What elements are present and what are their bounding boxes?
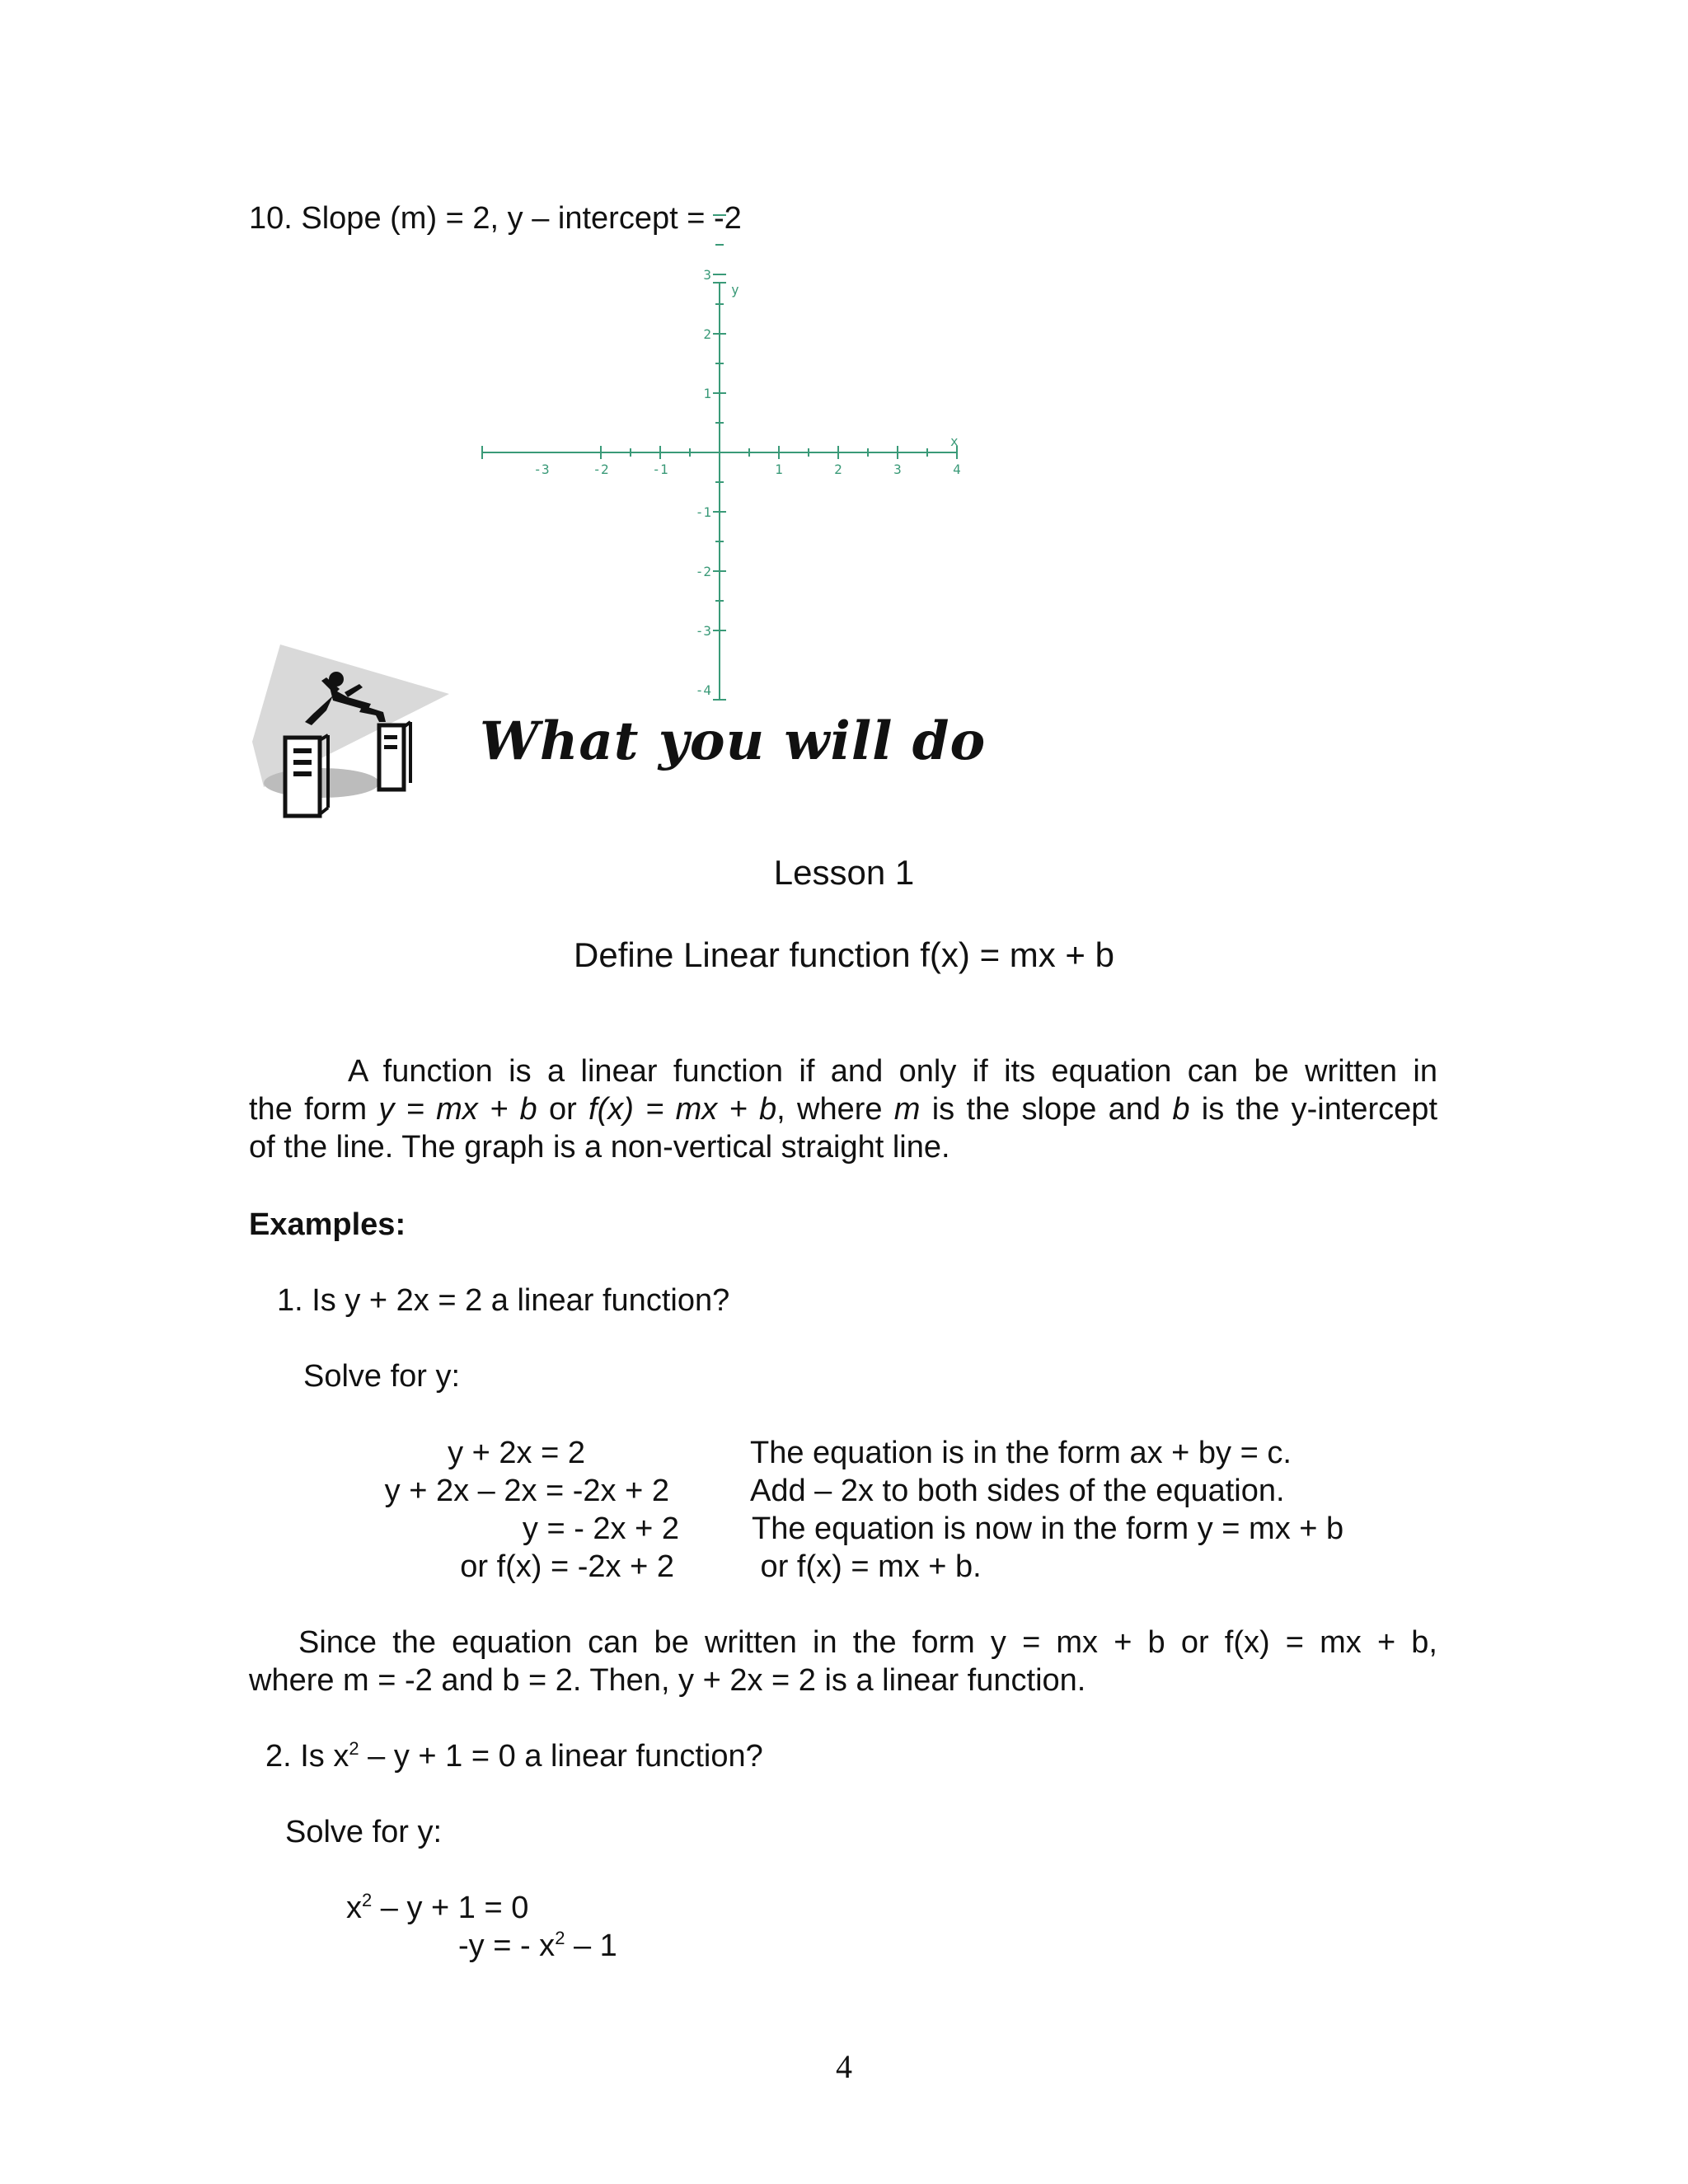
definition-line-1: A function is a linear function if and only if its equation can be written in (348, 1054, 1437, 1089)
x-tick-label: -1 (652, 462, 668, 477)
examples-heading: Examples: (249, 1207, 406, 1242)
example-1-note: The equation is in the form ax + by = c. (750, 1436, 1292, 1470)
x-tick-label: 2 (834, 462, 842, 477)
y-tick-label: -2 (695, 564, 711, 579)
example-2-question: 2. Is $x^2 - y + 1 = 0$ a linear function? (265, 1738, 763, 1774)
item-10-text: 10. Slope (m) = 2, y – intercept = -2 (249, 201, 742, 236)
y-tick-label: -3 (695, 623, 711, 639)
definition-line-3: of the line. The graph is a non-vertical straight line. (249, 1130, 950, 1165)
example-2-solve-label: Solve for y: (285, 1815, 443, 1849)
x-axis-label: x (950, 434, 959, 449)
section-heading: What you will do (480, 710, 987, 772)
lesson-number: Lesson 1 (773, 853, 915, 892)
x-tick-label: -3 (533, 462, 550, 477)
example-1-solve-label: Solve for y: (303, 1359, 461, 1394)
definition-paragraph (249, 1052, 1437, 1166)
page-number: 4 (836, 2048, 852, 2085)
conclusion-line-2: where m = -2 and b = 2. Then, y + 2x = 2 is a linear function. (249, 1663, 1086, 1698)
y-tick-label: 1 (703, 386, 711, 401)
x-tick-label: -2 (593, 462, 609, 477)
example-1-note: Add – 2x to both sides of the equation. (750, 1474, 1285, 1508)
example-1-step: y + 2x – 2x = -2x + 2 (384, 1474, 669, 1508)
coordinate-graph (470, 267, 981, 698)
example-2-step-2: -y = - $x^2 - 1$ (458, 1928, 617, 1963)
lesson-title: Define Linear function f(x) = mx + b (574, 935, 1114, 974)
x-tick-label: 1 (775, 462, 783, 477)
example-1-step: y + 2x = 2 (448, 1436, 585, 1470)
y-tick-label: 3 (703, 267, 711, 283)
example-1-note: or f(x) = mx + b. (752, 1549, 982, 1584)
x-tick-label: 4 (953, 462, 961, 477)
leaping-man-books-icon (247, 643, 453, 820)
y-tick-label: 2 (703, 326, 711, 342)
definition-line-2: the form y = mx + b or f(x) = mx + b, where m is the slope and b is the y-intercept (249, 1092, 1438, 1127)
x-tick-label: 3 (893, 462, 902, 477)
example-1-question: 1. Is y + 2x = 2 a linear function? (277, 1283, 730, 1318)
example-1-conclusion (249, 1624, 1437, 1699)
example-2-step-1: $x^2 - y + 1 = 0$ (346, 1890, 529, 1925)
y-tick-label: -4 (695, 682, 711, 698)
y-axis-label: y (731, 282, 739, 298)
example-1-step: y = - 2x + 2 (522, 1511, 679, 1546)
example-1-step: or f(x) = -2x + 2 (460, 1549, 674, 1584)
example-1-note: The equation is now in the form y = mx + b (752, 1511, 1344, 1546)
conclusion-line-1: Since the equation can be written in the form y = mx + b or f(x) = mx + b, (298, 1625, 1437, 1660)
y-tick-label: -1 (695, 504, 711, 520)
